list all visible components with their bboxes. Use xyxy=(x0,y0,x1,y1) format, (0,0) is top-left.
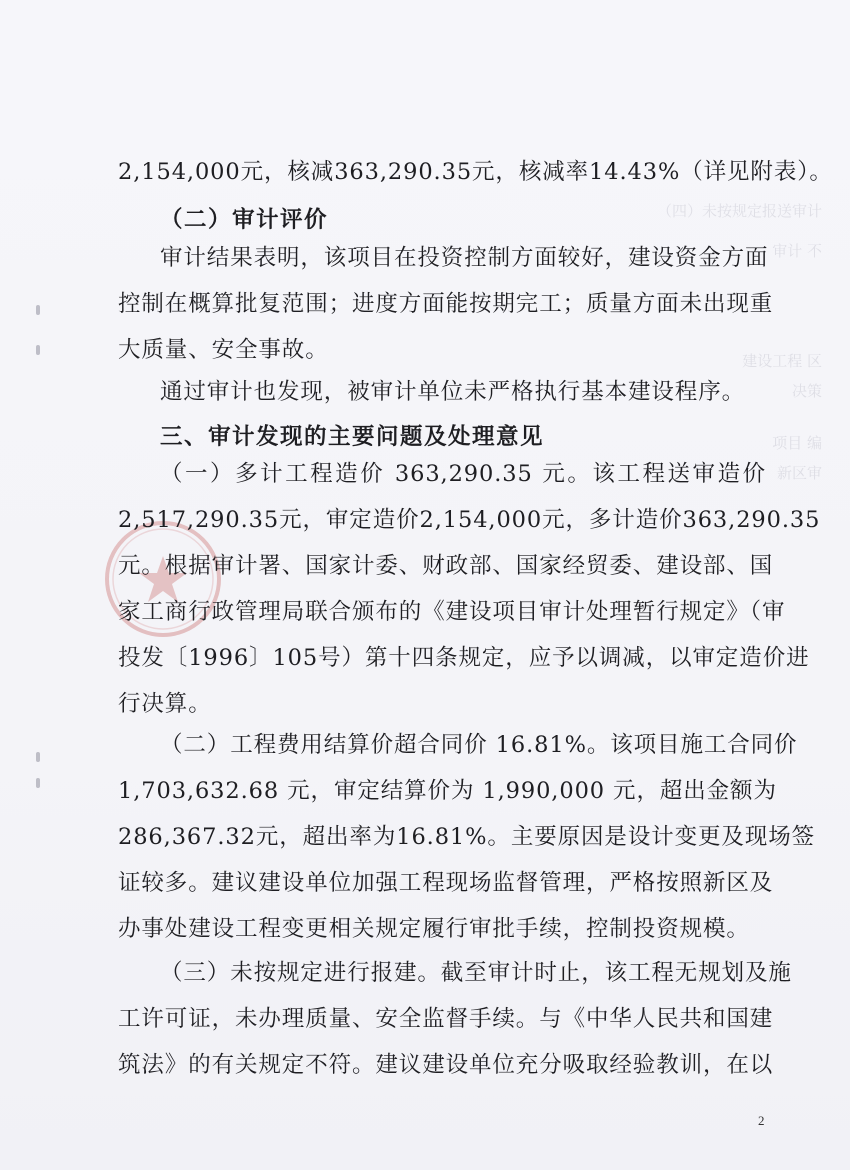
paragraph-line: （一）多计工程造价 363,290.35 元。该工程送审造价 xyxy=(160,461,766,487)
paragraph-line: 工许可证，未办理质量、安全监督手续。与《中华人民共和国建 xyxy=(118,1006,774,1032)
section-heading: 三、审计发现的主要问题及处理意见 xyxy=(160,424,545,450)
paragraph-line: 286,367.32元，超出率为16.81%。主要原因是设计变更及现场签 xyxy=(118,824,816,850)
paragraph-line: 筑法》的有关规定不符。建议建设单位充分吸取经验教训，在以 xyxy=(118,1052,774,1078)
paragraph-line: 2,517,290.35元，审定造价2,154,000元，多计造价363,290.35 xyxy=(118,507,821,533)
paragraph-line: 元。根据审计署、国家计委、财政部、国家经贸委、建设部、国 xyxy=(118,553,774,579)
paragraph-line: 投发〔1996〕105号）第十四条规定，应予以调减，以审定造价进 xyxy=(118,645,810,671)
paragraph-line: （二）工程费用结算价超合同价 16.81%。该项目施工合同价 xyxy=(160,732,798,758)
show-through-text: （四）未按规定报送审计 xyxy=(656,202,822,220)
paragraph-line: 家工商行政管理局联合颁布的《建设项目审计处理暂行规定》（审 xyxy=(118,599,786,625)
paragraph-line: 行决算。 xyxy=(118,691,212,717)
paragraph-line: （三）未按规定进行报建。截至审计时止，该工程无规划及施 xyxy=(160,960,792,986)
show-through-text: 建设工程 区 xyxy=(742,352,822,370)
paragraph-line: 证较多。建议建设单位加强工程现场监督管理，严格按照新区及 xyxy=(118,870,774,896)
binding-hole-mark xyxy=(36,305,40,315)
paragraph-line: 2,154,000元，核减363,290.35元，核减率14.43%（详见附表）。 xyxy=(118,159,833,185)
binding-hole-mark xyxy=(36,752,40,762)
show-through-text: 决策 xyxy=(791,382,822,400)
paragraph-line: 办事处建设工程变更相关规定履行审批手续，控制投资规模。 xyxy=(118,916,750,942)
show-through-text: 审计 不 xyxy=(772,242,822,260)
show-through-text: 项目 编 xyxy=(772,434,822,452)
page-number: 2 xyxy=(758,1113,765,1128)
show-through-text: 新区审 xyxy=(776,464,822,482)
paragraph-line: 审计结果表明，该项目在投资控制方面较好，建设资金方面 xyxy=(160,245,769,271)
section-heading: （二）审计评价 xyxy=(160,207,329,233)
paragraph-line: 大质量、安全事故。 xyxy=(118,337,329,363)
paragraph-line: 1,703,632.68 元，审定结算价为 1,990,000 元，超出金额为 xyxy=(118,778,777,804)
binding-hole-mark xyxy=(36,345,40,355)
paragraph-line: 控制在概算批复范围；进度方面能按期完工；质量方面未出现重 xyxy=(118,291,774,317)
binding-hole-mark xyxy=(36,778,40,788)
paragraph-line: 通过审计也发现，被审计单位未严格执行基本建设程序。 xyxy=(160,379,746,405)
